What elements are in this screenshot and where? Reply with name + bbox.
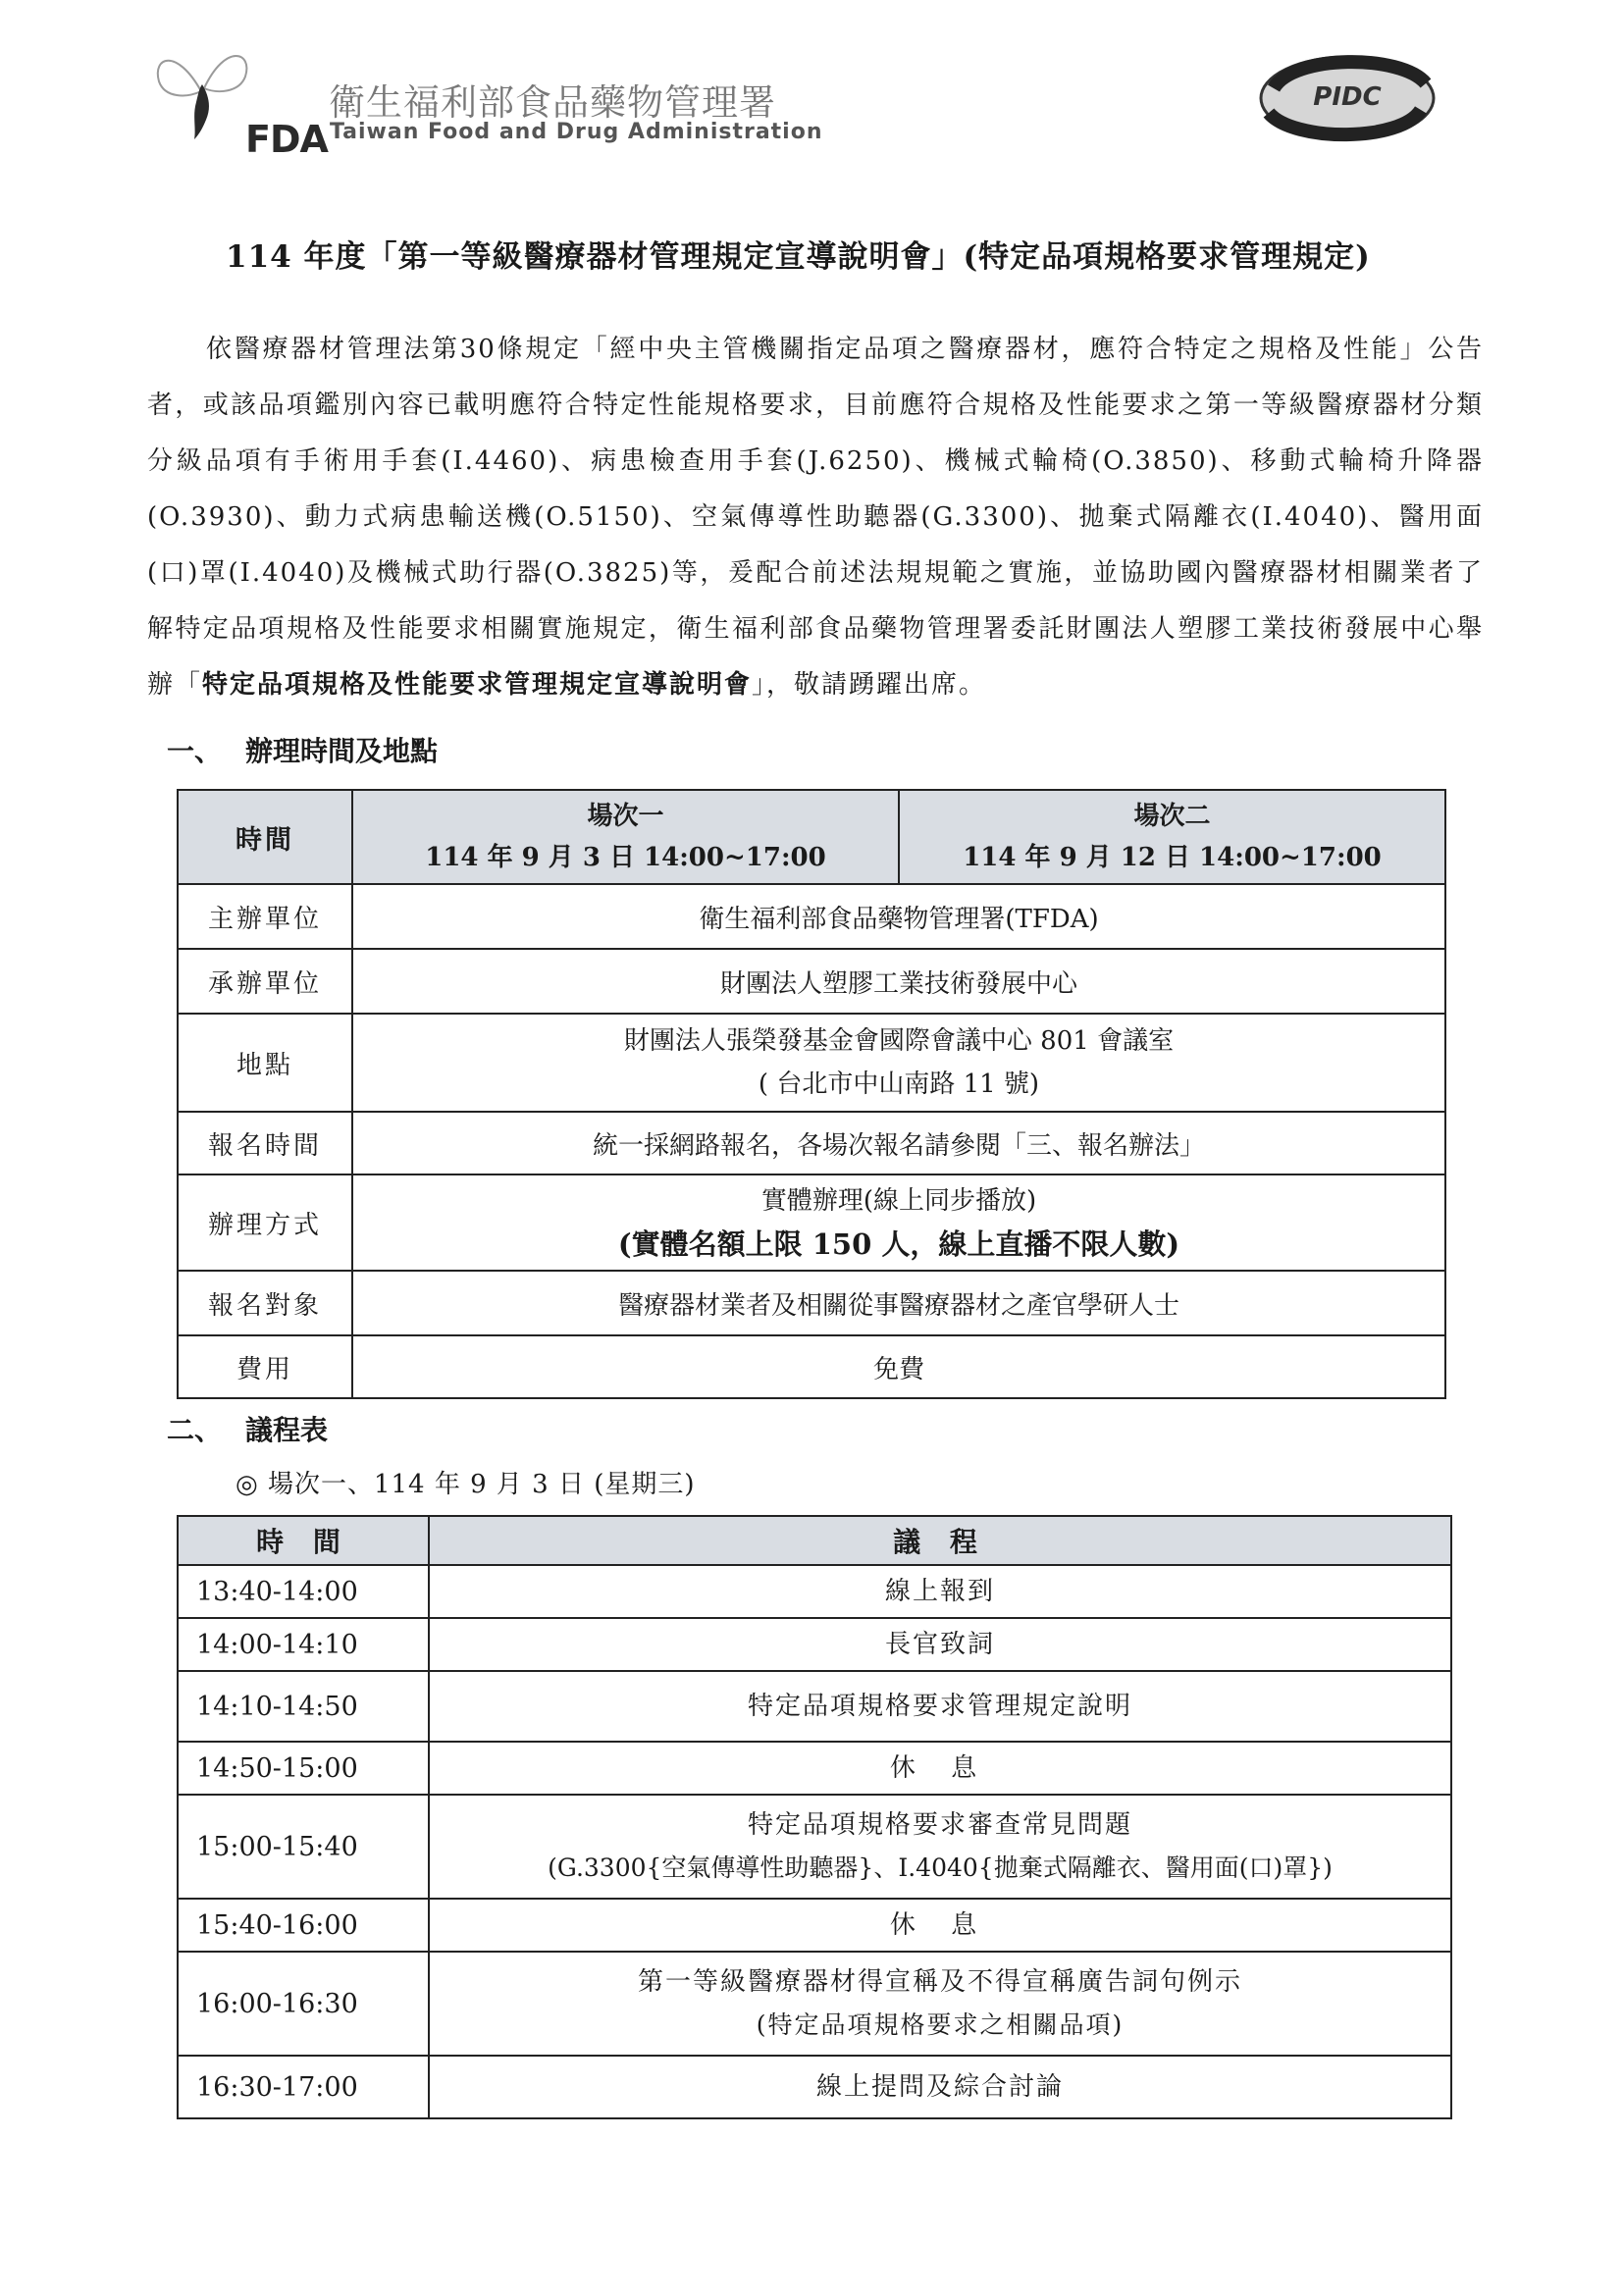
info-value bbox=[352, 1174, 1445, 1271]
venue-address: ( 台北市中山南路 11 號) bbox=[758, 1070, 1040, 1099]
section2-number: 二、 bbox=[167, 1414, 223, 1446]
info-row-registration bbox=[178, 1112, 1445, 1174]
info-label: 地點 bbox=[178, 1014, 352, 1112]
agenda-time: 16:30-17:00 bbox=[178, 2056, 429, 2118]
time-label: 時間 bbox=[178, 790, 352, 884]
section1-title: 辦理時間及地點 bbox=[245, 735, 439, 767]
info-label: 報名對象 bbox=[178, 1271, 352, 1335]
format-line1: 實體辦理(線上同步播放) bbox=[760, 1186, 1037, 1216]
agenda-time: 15:40-16:00 bbox=[178, 1899, 429, 1952]
agenda-time: 15:00-15:40 bbox=[178, 1795, 429, 1899]
info-value: 醫療器材業者及相關從事醫療器材之產官學研人士 bbox=[352, 1271, 1445, 1335]
pidc-logo bbox=[1254, 49, 1450, 147]
agenda-item: 長官致詞 bbox=[429, 1618, 1451, 1671]
intro-text-part2: 」，敬請踴躍出席。 bbox=[752, 670, 987, 700]
session-line: ◎ 場次一、114 年 9 月 3 日 (星期三) bbox=[236, 1470, 696, 1499]
fda-name-cn: 衛生福利部食品藥物管理署 bbox=[329, 81, 776, 124]
section2-heading bbox=[167, 1409, 328, 1448]
agenda-row bbox=[178, 1618, 1451, 1671]
agenda-row bbox=[178, 1899, 1451, 1952]
session1-name: 場次一 bbox=[587, 802, 664, 831]
info-row-format bbox=[178, 1174, 1445, 1271]
info-value: 免費 bbox=[352, 1335, 1445, 1398]
fda-name-en: Taiwan Food and Drug Administration bbox=[330, 120, 823, 144]
agenda-time: 16:00-16:30 bbox=[178, 1952, 429, 2056]
agenda-item-sub: (G.3300{空氣傳導性助聽器}、I.4040{拋棄式隔離衣、醫用面(口)罩}) bbox=[548, 1853, 1333, 1882]
agenda-item bbox=[429, 1952, 1451, 2056]
session1-time: 114 年 9 月 3 日 14:00~17:00 bbox=[425, 843, 826, 872]
format-line2: (實體名額上限 150 人，線上直播不限人數) bbox=[617, 1227, 1180, 1261]
intro-text-part1: 依醫療器材管理法第30條規定「經中央主管機關指定品項之醫療器材，應符合特定之規格及性能」公告者，或該品項鑑別內容已載明應符合特定性能規格要求，目前應符合規格及性能要求之第一等級醫療器材分類分級品項有手術用手套(I.4460)、病患檢查用手套(J.6250)、機械式輪椅(O.3850)、移動式輪椅升降器(O.3930)、動力式病患輸送機(O.5150)、空氣傳導性助聽器(G.3300)、拋棄式隔離衣(I.4040)、醫用面(口)罩(I.4040)及機械式助行器(O.3825)等，爰配合前述法規規範之實施，並協助國內醫療器材相關業者了解特定品項規格及性能要求相關實施規定，衛生福利部食品藥物管理署委託財團法人塑膠工業技術發展中心舉辦「 bbox=[147, 335, 1484, 700]
agenda-item: 特定品項規格要求管理規定說明 bbox=[429, 1671, 1451, 1742]
agenda-item: 線上提問及綜合討論 bbox=[429, 2056, 1451, 2118]
info-label: 承辦單位 bbox=[178, 949, 352, 1014]
document-title: 114 年度「第一等級醫療器材管理規定宣導說明會」(特定品項規格要求管理規定) bbox=[226, 239, 1371, 275]
agenda-time: 14:10-14:50 bbox=[178, 1671, 429, 1742]
session2-time: 114 年 9 月 12 日 14:00~17:00 bbox=[963, 843, 1382, 872]
pidc-logo-text: PIDC bbox=[1313, 82, 1382, 112]
info-row-venue bbox=[178, 1014, 1445, 1112]
session2-header bbox=[899, 790, 1445, 884]
agenda-row bbox=[178, 1671, 1451, 1742]
fda-logo bbox=[147, 37, 834, 161]
info-label: 主辦單位 bbox=[178, 884, 352, 949]
agenda-item-title: 特定品項規格要求審查常見問題 bbox=[747, 1810, 1132, 1840]
agenda-item bbox=[429, 1795, 1451, 1899]
info-label: 報名時間 bbox=[178, 1112, 352, 1174]
info-label: 費用 bbox=[178, 1335, 352, 1398]
section1-heading bbox=[167, 730, 438, 769]
info-row-organizer bbox=[178, 884, 1445, 949]
event-info-table bbox=[177, 789, 1446, 1399]
section2-title: 議程表 bbox=[245, 1414, 329, 1446]
info-value bbox=[352, 1014, 1445, 1112]
info-value: 統一採網路報名，各場次報名請參閱「三、報名辦法」 bbox=[352, 1112, 1445, 1174]
agenda-item: 休 息 bbox=[429, 1742, 1451, 1795]
info-header-row bbox=[178, 790, 1445, 884]
session1-header bbox=[352, 790, 899, 884]
agenda-item-title: 第一等級醫療器材得宣稱及不得宣稱廣告詞句例示 bbox=[637, 1967, 1242, 1997]
venue-name: 財團法人張榮發基金會國際會議中心 801 會議室 bbox=[623, 1026, 1175, 1056]
agenda-time: 14:50-15:00 bbox=[178, 1742, 429, 1795]
session2-name: 場次二 bbox=[1133, 802, 1211, 831]
info-row-audience bbox=[178, 1271, 1445, 1335]
info-value: 財團法人塑膠工業技術發展中心 bbox=[352, 949, 1445, 1014]
info-row-fee bbox=[178, 1335, 1445, 1398]
agenda-row bbox=[178, 1952, 1451, 2056]
agenda-row bbox=[178, 2056, 1451, 2118]
section1-number: 一、 bbox=[167, 735, 223, 767]
agenda-col-item: 議 程 bbox=[429, 1516, 1451, 1565]
intro-paragraph bbox=[147, 322, 1484, 713]
info-row-contractor bbox=[178, 949, 1445, 1014]
intro-text-bold: 特定品項規格及性能要求管理規定宣導說明會 bbox=[202, 670, 753, 700]
info-value: 衛生福利部食品藥物管理署(TFDA) bbox=[352, 884, 1445, 949]
agenda-table bbox=[177, 1515, 1452, 2119]
fda-logo-word: FDA bbox=[245, 118, 328, 161]
agenda-row bbox=[178, 1742, 1451, 1795]
agenda-item: 線上報到 bbox=[429, 1565, 1451, 1618]
agenda-header-row bbox=[178, 1516, 1451, 1565]
info-label: 辦理方式 bbox=[178, 1174, 352, 1271]
agenda-time: 14:00-14:10 bbox=[178, 1618, 429, 1671]
agenda-item: 休 息 bbox=[429, 1899, 1451, 1952]
agenda-time: 13:40-14:00 bbox=[178, 1565, 429, 1618]
agenda-col-time: 時 間 bbox=[178, 1516, 429, 1565]
butterfly-taiwan-icon bbox=[147, 37, 255, 145]
agenda-row bbox=[178, 1795, 1451, 1899]
agenda-item-sub: (特定品項規格要求之相關品項) bbox=[756, 2010, 1125, 2039]
agenda-row bbox=[178, 1565, 1451, 1618]
